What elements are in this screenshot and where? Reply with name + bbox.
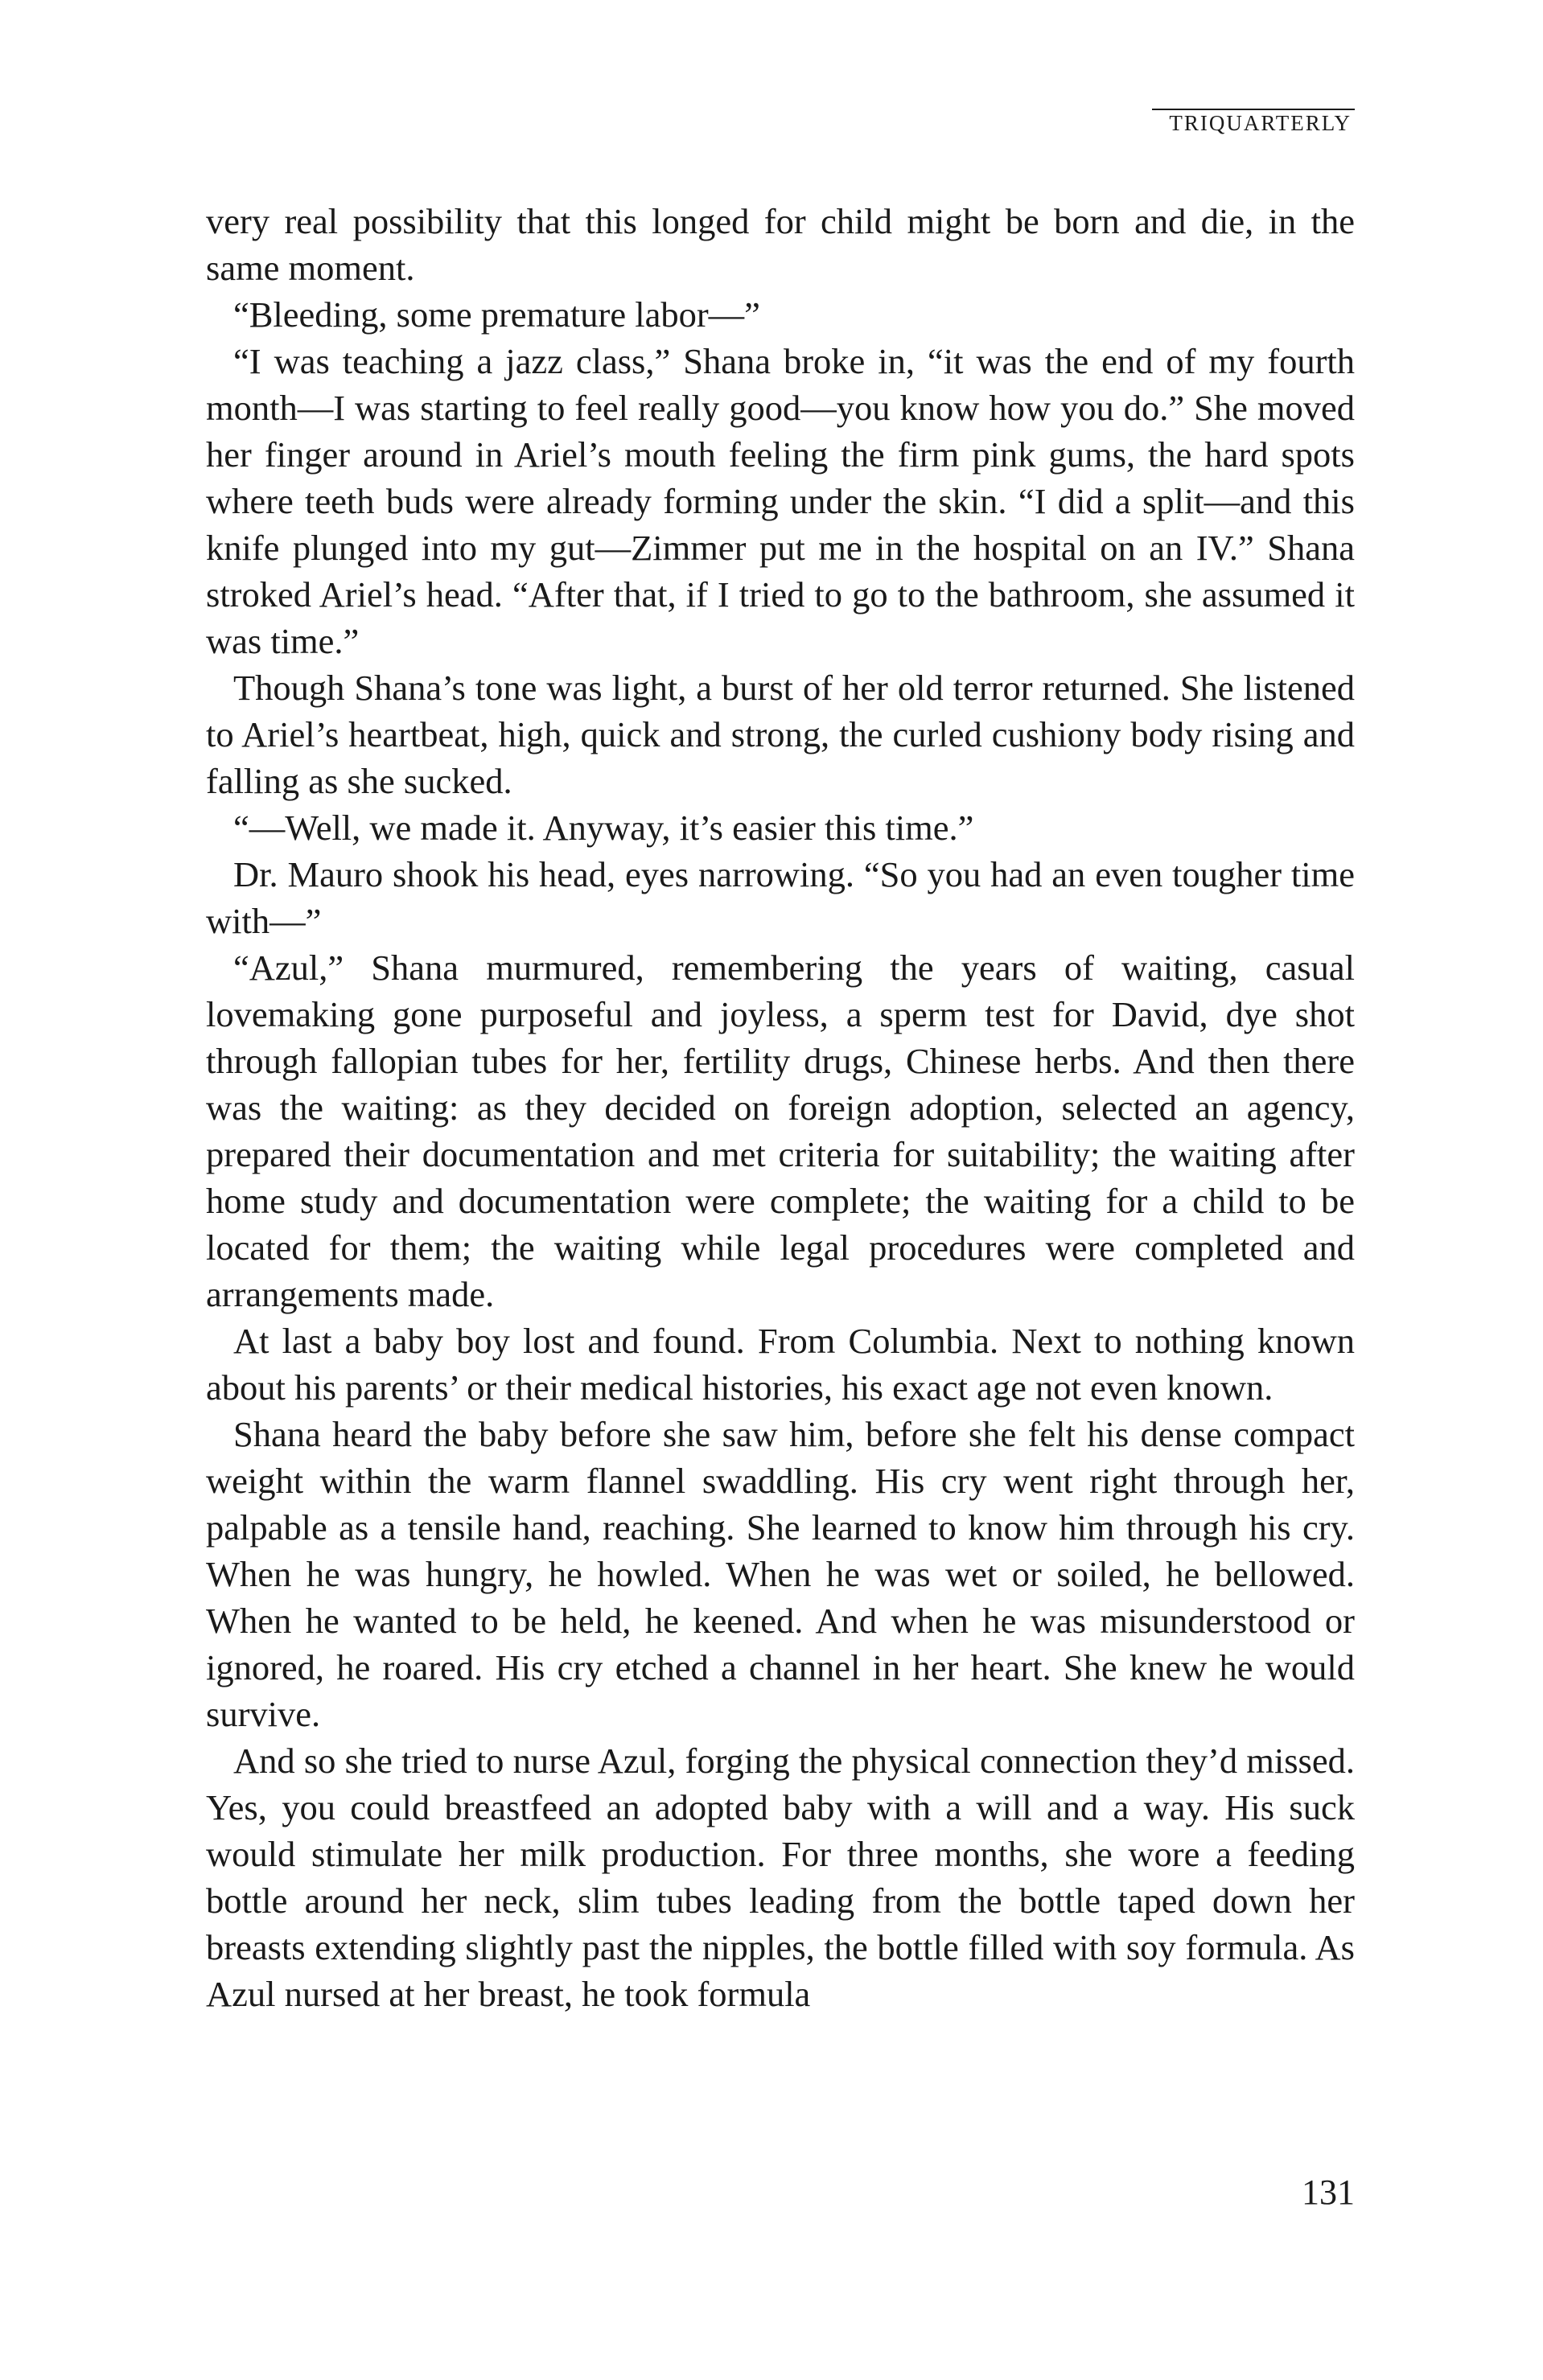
paragraph: very real possibility that this longed for child might be born and die, in the same moment.	[206, 201, 1355, 288]
paragraph: “Azul,” Shana murmured, remembering the years of waiting, casual lovemaking gone purposeful and joyless, a sperm test for David, dye shot through fallopian tubes for her, fertility drugs, Chinese herbs. And then there was the waiting: as they decided on foreign adoption, selected an agency, prepared their documentation and met criteria for suitability; the waiting after home study and documentation were complete; the waiting for a child to be located for them; the waiting while legal procedures were completed and arrangements made.	[206, 947, 1355, 1314]
paragraph: “Bleeding, some premature labor—”	[233, 294, 760, 335]
body-text	[206, 198, 1355, 2017]
running-head: TRIQUARTERLY	[1169, 111, 1352, 135]
paragraph: Though Shana’s tone was light, a burst of her old terror returned. She listened to Ariel’s heartbeat, high, quick and strong, the curled cushiony body rising and falling as she sucked.	[206, 668, 1355, 801]
paragraph: “—Well, we made it. Anyway, it’s easier this time.”	[233, 808, 974, 848]
header-rule	[1152, 109, 1355, 110]
paragraph: At last a baby boy lost and found. From Columbia. Next to nothing known about his parents’ or their medical histories, his exact age not even known.	[206, 1321, 1355, 1408]
paragraph: Dr. Mauro shook his head, eyes narrowing. “So you had an even tougher time with—”	[206, 854, 1355, 941]
page-number: 131	[1302, 2172, 1355, 2212]
paragraph: “I was teaching a jazz class,” Shana broke in, “it was the end of my fourth month—I was starting to feel really good—you know how you do.” She moved her finger around in Ariel’s mouth feeling the firm pink gums, the hard spots where teeth buds were already forming under the skin. “I did a split—and this knife plunged into my gut—Zimmer put me in the hospital on an IV.” Shana stroked Ariel’s head. “After that, if I tried to go to the bathroom, she assumed it was time.”	[206, 341, 1355, 661]
paragraph: Shana heard the baby before she saw him, before she felt his dense compact weight within the warm flannel swaddling. His cry went right through her, palpable as a tensile hand, reaching. She learned to know him through his cry. When he was hungry, he howled. When he was wet or soiled, he bellowed. When he wanted to be held, he keened. And when he was misunderstood or ignored, he roared. His cry etched a channel in her heart. She knew he would survive.	[206, 1414, 1355, 1734]
paragraph: And so she tried to nurse Azul, forging the physical connection they’d missed. Yes, you could breastfeed an adopted baby with a will and a way. His suck would stimulate her milk production. For three months, she wore a feeding bottle around her neck, slim tubes leading from the bottle taped down her breasts extending slightly past the nipples, the bottle filled with soy formula. As Azul nursed at her breast, he took formula	[206, 1741, 1355, 2014]
